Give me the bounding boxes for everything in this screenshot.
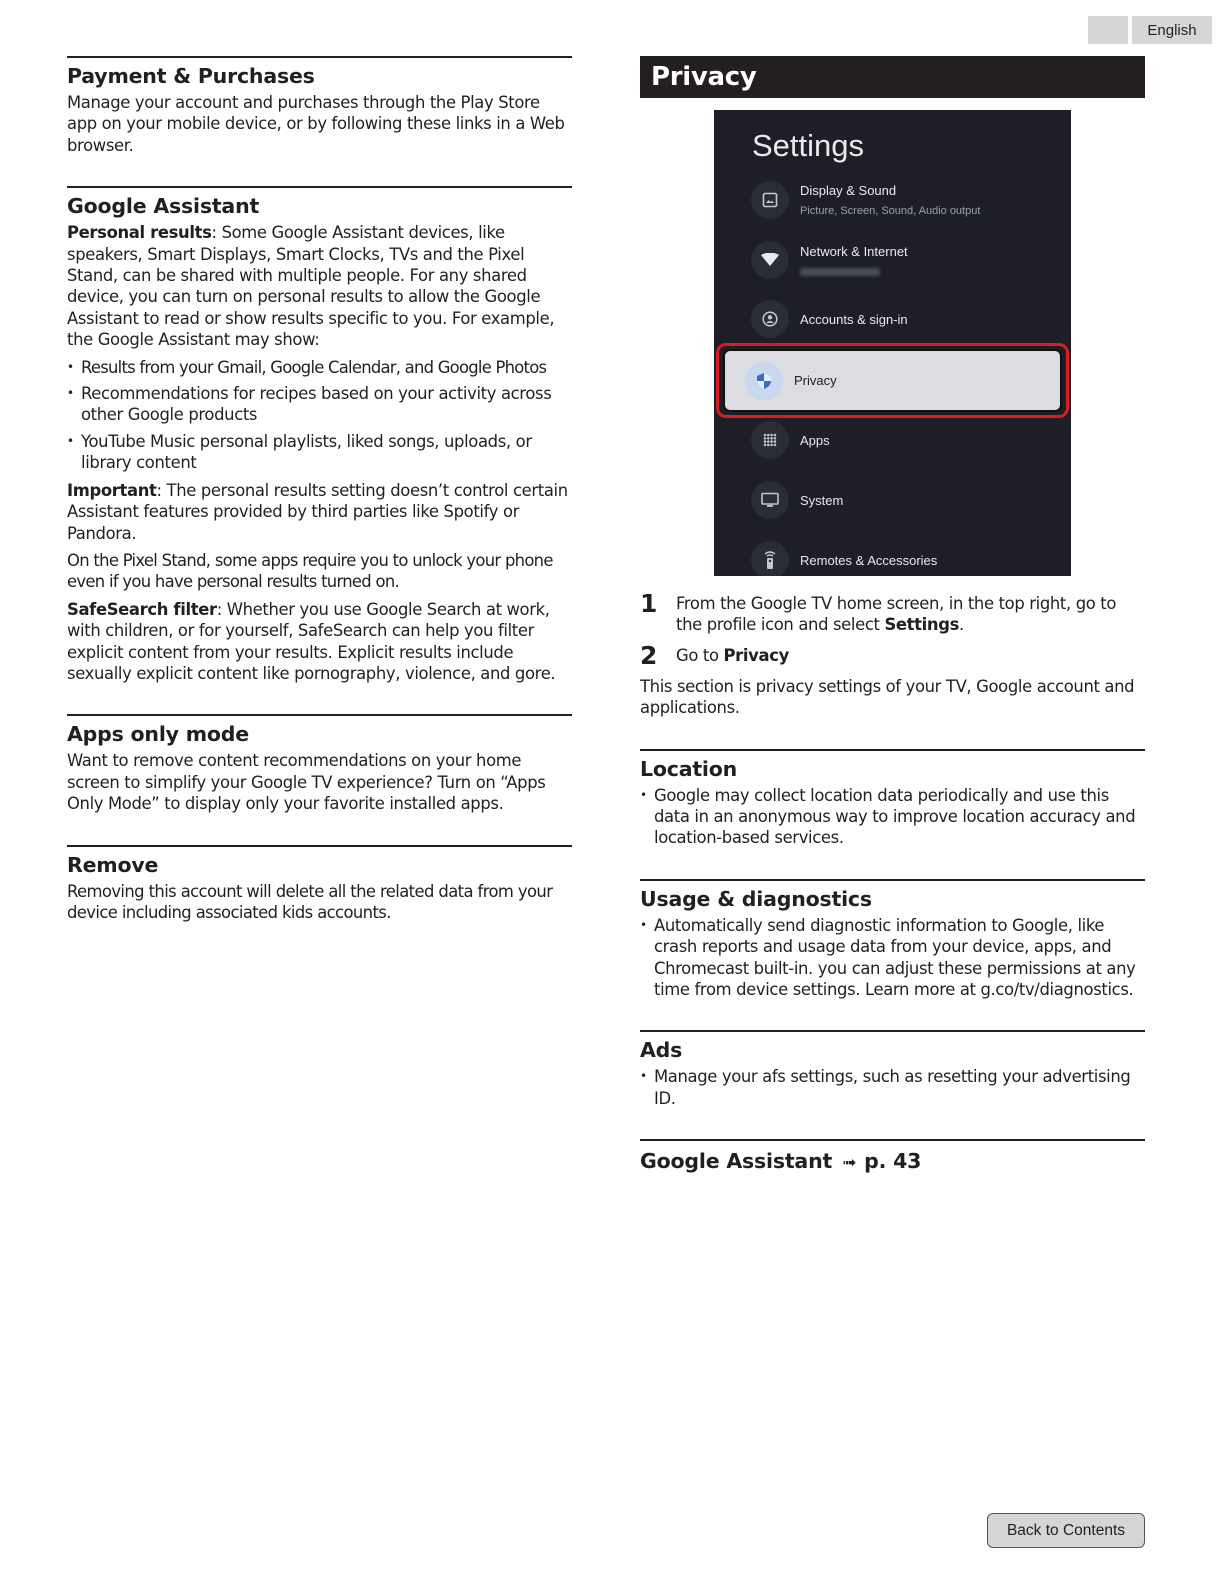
safesearch-body: : Whether you use Google Search at work, with children, or for yourself, SafeSearch can help you filter explicit content from your results. Explicit results include sexually explicit content like pornography, violence, and gore. xyxy=(67,599,556,683)
safesearch-paragraph xyxy=(67,599,572,685)
right-column xyxy=(640,56,1145,1173)
steps-list xyxy=(640,590,1145,670)
section-location xyxy=(640,749,1145,849)
remote-icon xyxy=(751,541,789,576)
privacy-highlight xyxy=(716,343,1069,418)
language-tab-english[interactable]: English xyxy=(1132,16,1212,44)
step-number: 1 xyxy=(640,589,657,618)
tv-item-label: System xyxy=(800,492,844,508)
step-text-bold: Privacy xyxy=(723,645,789,665)
step-text xyxy=(676,590,1145,636)
section-ads xyxy=(640,1030,1145,1109)
list-item: • YouTube Music personal playlists, liked songs, uploads, or library content xyxy=(67,431,572,474)
section-body: Manage your account and purchases through the Play Store app on your mobile device, or by following these links in a Web browser. xyxy=(67,93,565,155)
location-bullet-list xyxy=(640,785,1145,849)
assistant-bullet-list xyxy=(67,357,572,474)
section-apps-only-mode xyxy=(67,714,572,814)
section-title: Location xyxy=(640,756,738,781)
personal-results-body: : Some Google Assistant devices, like speakers, Smart Displays, Smart Clocks, TVs and the Pixel Stand, can be shared with multiple people. For any shared device, you can turn on personal results to allow the Google Assistant to read or show results specific to you. For example, the Google Assistant may show: xyxy=(67,223,555,350)
tv-item-label: Privacy xyxy=(794,373,837,388)
section-title: Ads xyxy=(640,1038,683,1063)
step-number: 2 xyxy=(640,640,657,670)
section-title: Remove xyxy=(67,852,159,877)
xref-page[interactable]: p. 43 xyxy=(864,1149,922,1174)
section-body: Removing this account will delete all the related data from your device including associated kids accounts. xyxy=(67,881,553,922)
tv-item-apps xyxy=(751,421,830,459)
tv-item-accounts xyxy=(751,300,908,338)
tv-item-network xyxy=(751,241,908,279)
tv-settings-title: Settings xyxy=(752,128,865,163)
step-2 xyxy=(640,642,1145,670)
tv-item-sub: Picture, Screen, Sound, Audio output xyxy=(800,205,981,217)
section-payment xyxy=(67,56,572,156)
tv-item-privacy[interactable] xyxy=(723,349,1062,412)
monitor-icon xyxy=(751,481,789,519)
list-item: • Automatically send diagnostic information to Google, like crash reports and usage data from your device, apps, and Chromecast built-in. you can adjust these permissions at any time from device settings. Learn more at g.co/tv/diagnostics. xyxy=(640,915,1145,1001)
important-paragraph xyxy=(67,480,572,544)
xref-label: Google Assistant xyxy=(640,1149,833,1174)
section-body: Want to remove content recommendations on your home screen to simplify your Google TV experience? Turn on “Apps Only Mode” to display only your favorite installed apps. xyxy=(67,751,546,814)
tv-item-label: Display & Sound xyxy=(800,183,897,198)
ads-bullet-list xyxy=(640,1066,1145,1109)
pixel-stand-note: On the Pixel Stand, some apps require you to unlock your phone even if you have personal results turned on. xyxy=(67,550,553,592)
step-text-part: From the Google TV home screen, in the top right, go to the profile icon and select xyxy=(676,594,1117,635)
apps-grid-icon xyxy=(751,421,789,459)
tv-item-display-sound xyxy=(751,181,980,219)
step-text-bold: Settings xyxy=(884,615,960,635)
list-item: • Recommendations for recipes based on your activity across other Google products xyxy=(67,383,572,426)
list-item: • Manage your afs settings, such as resetting your advertising ID. xyxy=(640,1066,1145,1109)
usage-bullet-list xyxy=(640,915,1145,1001)
back-to-contents-button[interactable]: Back to Contents xyxy=(987,1513,1145,1548)
language-tabs xyxy=(1088,16,1212,44)
shield-icon xyxy=(745,362,783,400)
section-title: Usage & diagnostics xyxy=(640,886,872,911)
language-tab-blank[interactable] xyxy=(1088,16,1128,44)
arrow-right-icon: ➟ xyxy=(842,1153,857,1174)
privacy-intro: This section is privacy settings of your TV, Google account and applications. xyxy=(640,676,1135,718)
list-item: • Results from your Gmail, Google Calendar, and Google Photos xyxy=(67,357,572,378)
safesearch-label: SafeSearch filter xyxy=(67,599,217,619)
step-text-part: Go to xyxy=(676,645,724,665)
tv-item-label: Remotes & Accessories xyxy=(800,552,938,568)
wifi-icon xyxy=(751,241,789,279)
google-assistant-cross-reference[interactable] xyxy=(640,1139,1145,1173)
important-body: : The personal results setting doesn’t control certain Assistant features provided by third parties like Spotify or Pandora. xyxy=(67,480,568,543)
tv-item-system xyxy=(751,481,843,519)
important-label: Important xyxy=(67,480,157,500)
personal-results-paragraph xyxy=(67,222,572,350)
tv-item-label: Network & Internet xyxy=(800,244,908,259)
tv-item-remotes xyxy=(751,541,937,576)
step-text-part: . xyxy=(959,615,964,635)
tv-item-label: Accounts & sign-in xyxy=(800,311,908,327)
section-title: Apps only mode xyxy=(67,722,249,747)
network-name-redacted xyxy=(800,268,880,276)
left-column xyxy=(67,56,572,953)
personal-results-label: Personal results xyxy=(67,223,212,243)
image-icon xyxy=(751,181,789,219)
step-1 xyxy=(640,590,1145,636)
section-remove xyxy=(67,845,572,924)
page-title: Privacy xyxy=(640,56,1145,98)
step-text xyxy=(676,642,1145,666)
account-icon xyxy=(751,300,789,338)
section-usage-diagnostics xyxy=(640,879,1145,1001)
section-google-assistant xyxy=(67,186,572,684)
list-item: • Google may collect location data periodically and use this data in an anonymous way to improve location accuracy and location-based services. xyxy=(640,785,1145,849)
section-title: Google Assistant xyxy=(67,194,260,219)
tv-settings-screenshot xyxy=(714,110,1071,576)
tv-item-label: Apps xyxy=(800,432,830,448)
section-title: Payment & Purchases xyxy=(67,64,315,88)
